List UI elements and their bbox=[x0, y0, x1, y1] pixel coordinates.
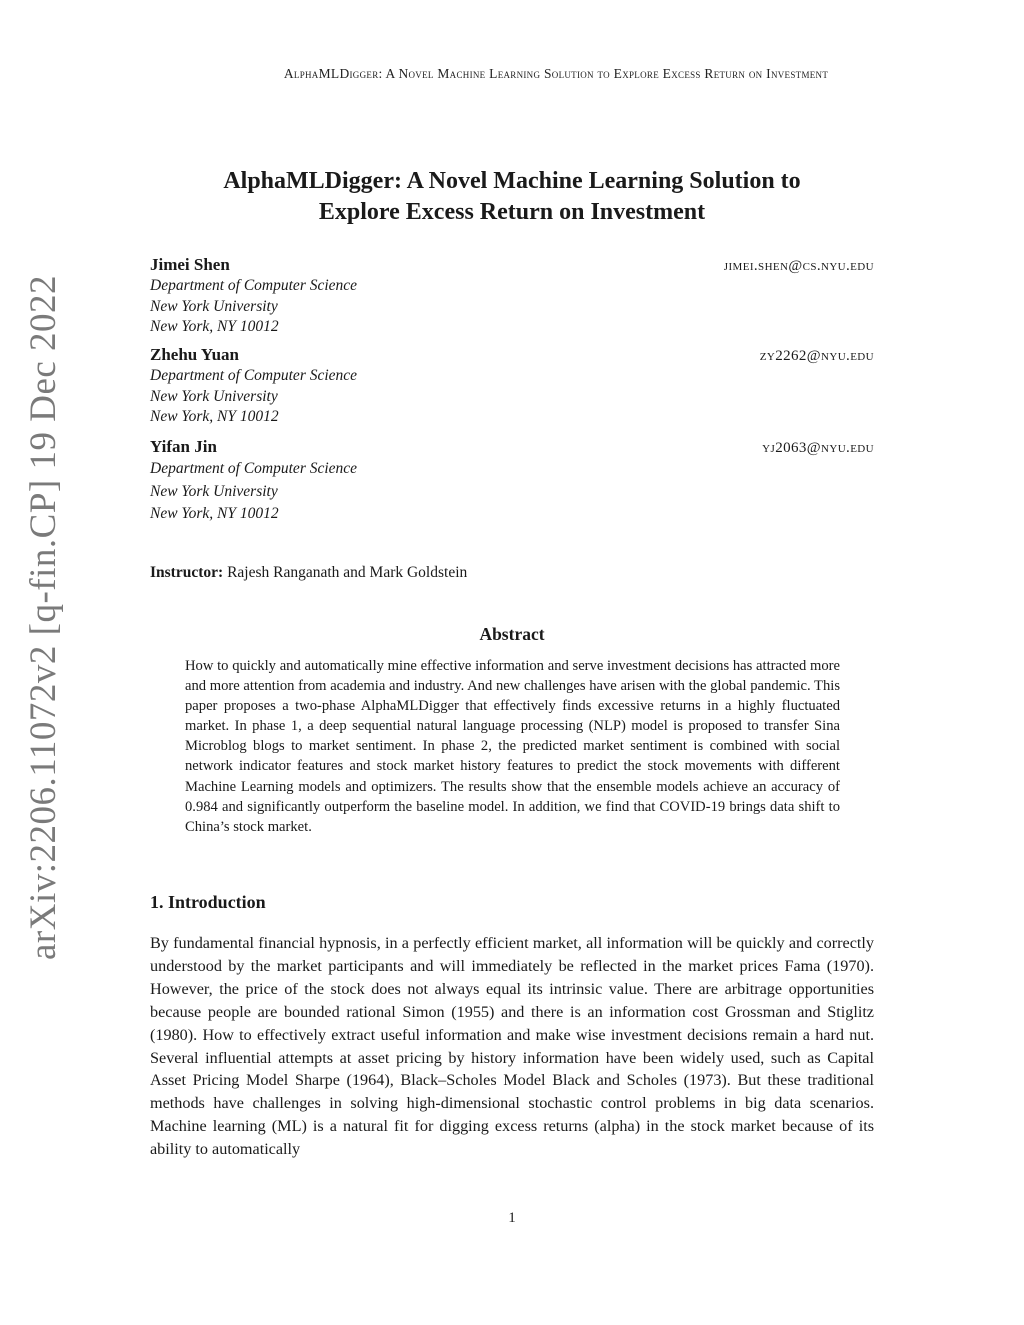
author-city: New York, NY 10012 bbox=[150, 318, 279, 335]
running-head: AlphaMLDigger: A Novel Machine Learning Solution to Explore Excess Return on Investment bbox=[283, 66, 829, 81]
paper-title bbox=[150, 166, 874, 228]
abstract-heading: Abstract bbox=[479, 624, 545, 644]
author-block-3 bbox=[150, 436, 874, 526]
instructor-names: Rajesh Ranganath and Mark Goldstein bbox=[227, 564, 468, 581]
author-name: Zhehu Yuan bbox=[150, 345, 239, 364]
author-department: Department of Computer Science bbox=[150, 367, 358, 384]
page-number: 1 bbox=[508, 1210, 516, 1226]
abstract-text: How to quickly and automatically mine effective information and serve investment decisions has attracted more and more attention from academia and industry. And new challenges have arisen with the global pandemic. This paper proposes a two-phase AlphaMLDigger that effectively finds excessive returns in a highly fluctuated market. In phase 1, a deep sequential natural language processing (NLP) model is proposed to transfer Sina Microblog blogs to market sentiment. In phase 2, the predicted market sentiment is combined with social network indicator features and stock market history features to predict the stock movements with different Machine Learning models and optimizers. The results show that the ensemble models achieve an accuracy of 0.984 and significantly outperform the baseline model. In addition, we find that COVID-19 brings data shift to China’s stock market. bbox=[185, 658, 840, 835]
arxiv-identifier: arXiv:2206.11072v2 [q-fin.CP] 19 Dec 2022 bbox=[23, 274, 64, 960]
author-name: Jimei Shen bbox=[150, 255, 230, 274]
instructor-label: Instructor: bbox=[150, 564, 224, 581]
instructor-line bbox=[150, 564, 467, 582]
author-city: New York, NY 10012 bbox=[150, 505, 279, 522]
author-name: Yifan Jin bbox=[150, 437, 217, 456]
author-department: Department of Computer Science bbox=[150, 460, 358, 477]
author-block-1 bbox=[150, 254, 874, 338]
author-block-2 bbox=[150, 344, 874, 428]
author-university: New York University bbox=[150, 297, 278, 315]
title-line-2: Explore Excess Return on Investment bbox=[318, 199, 706, 225]
author-city: New York, NY 10012 bbox=[150, 408, 279, 425]
author-email[interactable]: yj2063@nyu.edu bbox=[762, 440, 874, 456]
section-heading-introduction: 1. Introduction bbox=[150, 892, 266, 912]
author-email[interactable]: zy2262@nyu.edu bbox=[759, 348, 874, 364]
title-line-1: AlphaMLDigger: A Novel Machine Learning Solution to bbox=[223, 168, 801, 194]
introduction-text: By fundamental financial hypnosis, in a perfectly efficient market, all information will be quickly and correctly understood by the market participants and will immediately be reflected in the market prices Fama (1970). However, the price of the stock does not always equal its intrinsic value. There are arbitrage opportunities because people are bounded rational Simon (1955) and there is an information cost Grossman and Stiglitz (1980). How to effectively extract useful information and make wise investment decisions remain a hard nut. Several influential attempts at asset pricing by history information have been widely used, such as Capital Asset Pricing Model Sharpe (1964), Black–Scholes Model Black and Scholes (1973). But these traditional methods have challenges in solving high-dimensional stochastic control problems in big data scenarios. Machine learning (ML) is a natural fit for digging excess returns (alpha) in the stock market because of its ability to automatically bbox=[150, 934, 874, 1159]
author-email[interactable]: jimei.shen@cs.nyu.edu bbox=[723, 258, 874, 274]
author-department: Department of Computer Science bbox=[150, 277, 358, 294]
author-university: New York University bbox=[150, 482, 278, 500]
author-university: New York University bbox=[150, 387, 278, 405]
